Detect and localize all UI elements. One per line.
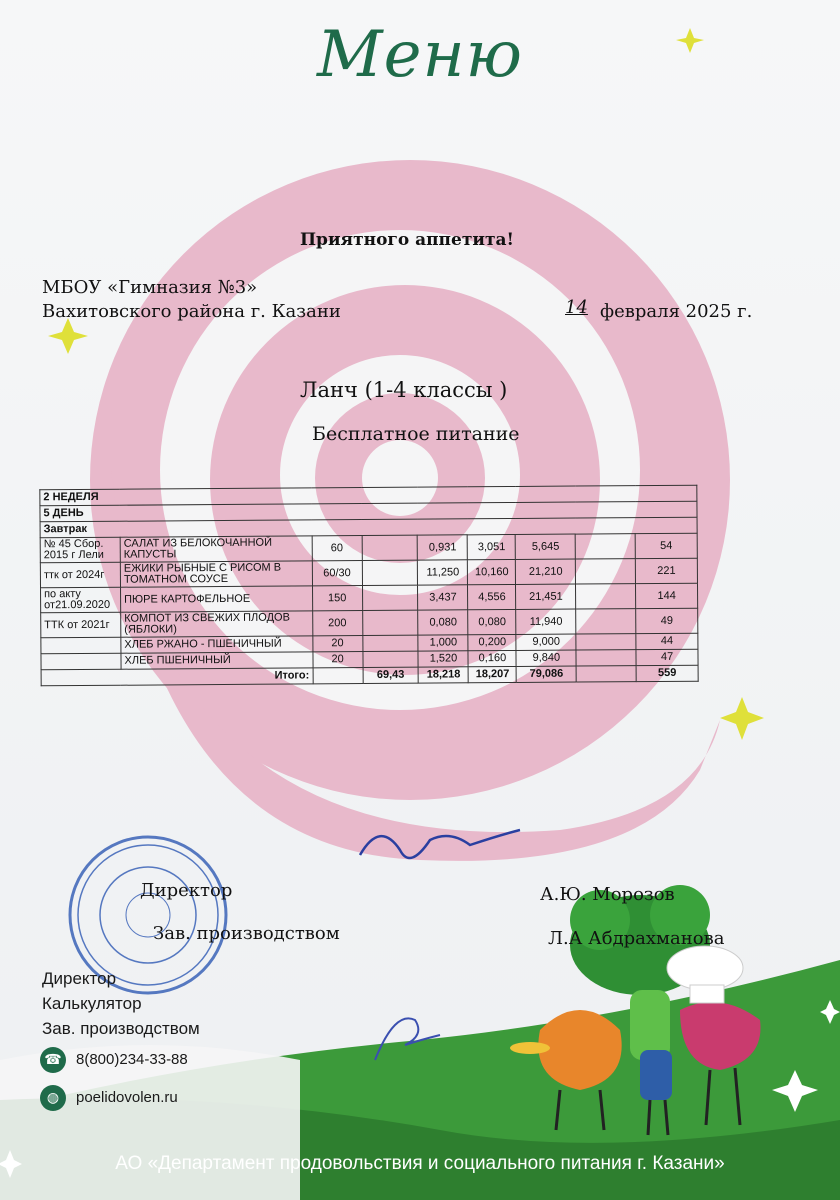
- row-ref: [41, 653, 121, 670]
- row-ref: ттк от 2024г: [40, 562, 120, 588]
- day-label: 5 ДЕНЬ: [40, 501, 697, 522]
- carbs: 21,210: [516, 559, 576, 584]
- greeting: Приятного аппетита!: [300, 230, 514, 250]
- row-ref: ТТК от 2021г: [41, 612, 121, 638]
- meal-title: Ланч (1-4 классы ): [300, 378, 508, 402]
- price: [362, 535, 418, 560]
- total-label: Итого:: [41, 668, 313, 686]
- total-carbs: 79,086: [516, 666, 576, 682]
- director-title: Директор: [140, 880, 233, 901]
- protein: 0,080: [418, 610, 468, 635]
- dish-name: ХЛЕБ ПШЕНИЧНЫЙ: [121, 652, 313, 669]
- row-ref: по акту от21.09.2020: [41, 587, 121, 613]
- fat: 0,160: [468, 650, 516, 666]
- globe-icon: ◍: [40, 1085, 66, 1111]
- production-title: Зав. производством: [153, 923, 340, 944]
- school-district: Вахитовского района г. Казани: [42, 301, 341, 322]
- empty-cell: [576, 666, 636, 682]
- protein: 11,250: [418, 560, 468, 585]
- carbs: 11,940: [516, 609, 576, 634]
- row-ref: [41, 637, 121, 654]
- footer-role-calculator: Калькулятор: [42, 994, 142, 1013]
- phone-icon: ☎: [40, 1047, 66, 1073]
- total-protein: 18,218: [419, 667, 469, 683]
- empty-cell: [576, 634, 636, 650]
- meal-subtitle: Бесплатное питание: [312, 423, 520, 445]
- dish-name: ЕЖИКИ РЫБНЫЕ С РИСОМ В ТОМАТНОМ СОУСЕ: [120, 561, 312, 587]
- date-month-year: февраля 2025 г.: [600, 301, 753, 322]
- protein: 1,520: [418, 651, 468, 667]
- week-label: 2 НЕДЕЛЯ: [40, 485, 697, 506]
- portion: 60/30: [312, 561, 362, 586]
- menu-table: [39, 485, 698, 687]
- carbs: 9,840: [516, 650, 576, 666]
- dish-name: ПЮРЕ КАРТОФЕЛЬНОЕ: [120, 586, 312, 612]
- carbs: 5,645: [516, 534, 576, 559]
- dish-name: ХЛЕБ РЖАНО - ПШЕНИЧНЫЙ: [121, 636, 313, 653]
- director-name: А.Ю. Морозов: [540, 884, 675, 905]
- protein: 3,437: [418, 585, 468, 610]
- price: [363, 651, 419, 667]
- price: [362, 635, 418, 651]
- fat: 3,051: [468, 534, 516, 559]
- footer-website: poelidovolen.ru: [76, 1089, 178, 1106]
- portion: 20: [312, 636, 362, 652]
- footer-role-production: Зав. производством: [42, 1019, 200, 1038]
- empty-cell: [576, 559, 636, 584]
- kcal: 49: [636, 608, 698, 633]
- carbs: 21,451: [516, 584, 576, 609]
- row-ref: № 45 Сбор. 2015 г Лели: [40, 537, 120, 563]
- fat: 4,556: [468, 584, 516, 609]
- empty-cell: [575, 534, 635, 559]
- kcal: 54: [635, 533, 697, 558]
- kcal: 144: [636, 583, 698, 608]
- protein: 0,931: [418, 535, 468, 560]
- price: [362, 560, 418, 585]
- protein: 1,000: [418, 635, 468, 651]
- footer-role-director: Директор: [42, 969, 117, 988]
- date-day: 14: [565, 297, 588, 318]
- portion: 150: [312, 586, 362, 611]
- portion: 200: [312, 611, 362, 636]
- carbs: 9,000: [516, 634, 576, 650]
- fat: 0,080: [468, 609, 516, 634]
- organization-name: АО «Департамент продовольствия и социального питания г. Казани»: [115, 1153, 725, 1174]
- portion: 20: [313, 652, 363, 668]
- kcal: 44: [636, 633, 698, 649]
- dish-name: САЛАТ ИЗ БЕЛОКОЧАННОЙ КАПУСТЫ: [120, 536, 312, 562]
- total-fat: 18,207: [468, 666, 516, 682]
- section-label: Завтрак: [40, 517, 697, 538]
- total-kcal: 559: [636, 665, 698, 681]
- star-icon: [720, 697, 764, 740]
- fat: 10,160: [468, 559, 516, 584]
- production-name: Л.А Абдрахманова: [548, 928, 725, 949]
- dish-name: КОМПОТ ИЗ СВЕЖИХ ПЛОДОВ (ЯБЛОКИ): [121, 611, 313, 637]
- school-name: МБОУ «Гимназия №3»: [42, 277, 258, 298]
- price: [362, 610, 418, 635]
- fat: 0,200: [468, 634, 516, 650]
- menu-title: Меню: [317, 18, 523, 92]
- empty-cell: [576, 650, 636, 666]
- total-price: 69,43: [363, 667, 419, 683]
- kcal: 221: [635, 558, 697, 583]
- portion: 60: [312, 536, 362, 561]
- empty-cell: [576, 584, 636, 609]
- star-icon: [48, 318, 88, 354]
- kcal: 47: [636, 649, 698, 665]
- price: [362, 585, 418, 610]
- footer-phone: 8(800)234-33-88: [76, 1051, 188, 1068]
- empty-cell: [576, 609, 636, 634]
- empty-cell: [313, 668, 363, 684]
